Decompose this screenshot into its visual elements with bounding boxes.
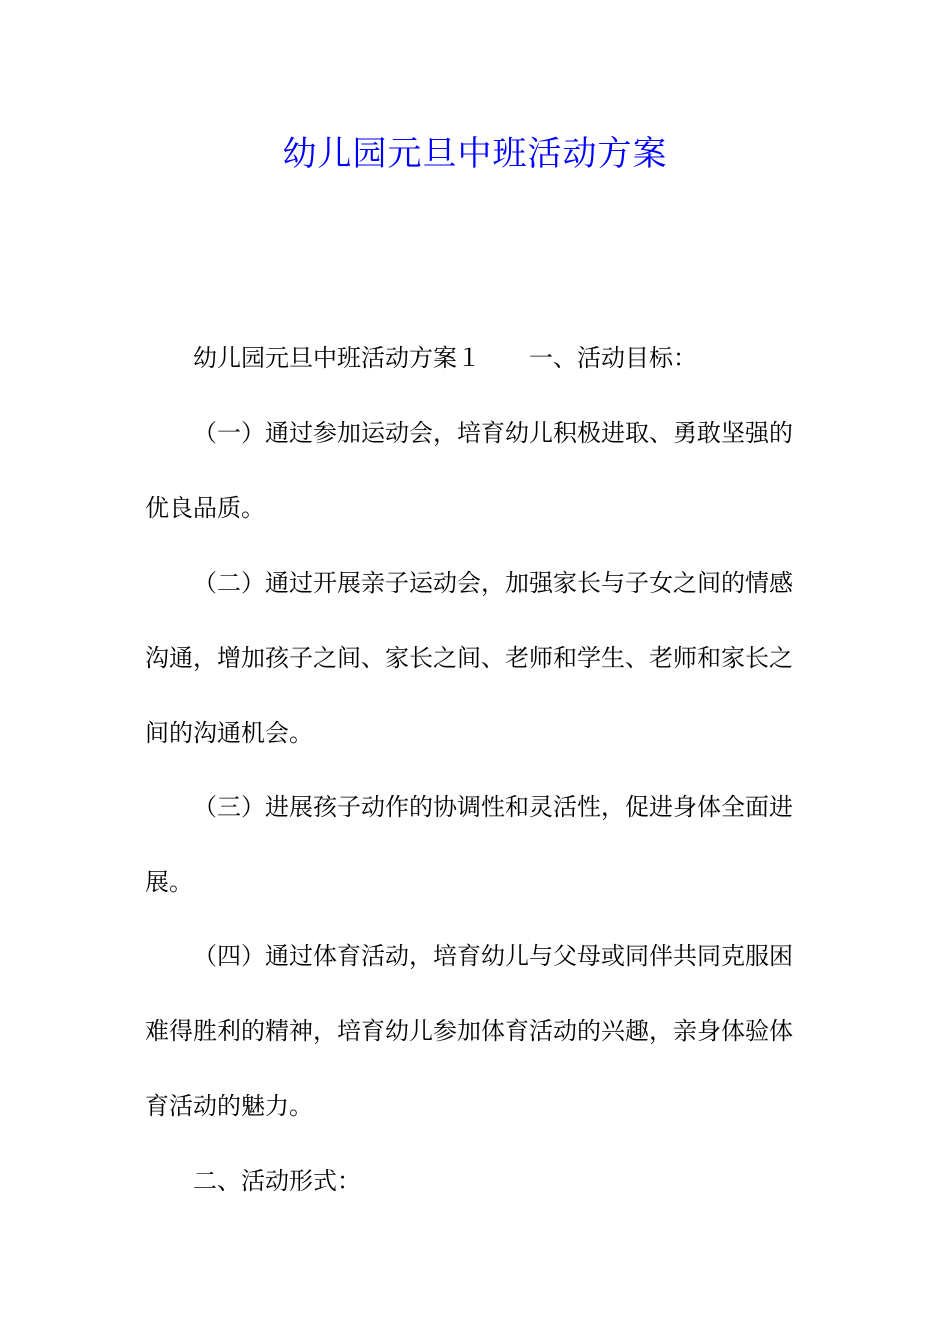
paragraph-line: 间的沟通机会。	[145, 719, 313, 747]
document-title: 幼儿园元旦中班活动方案	[282, 134, 668, 174]
paragraph-line: 展。	[145, 868, 193, 896]
section-heading-form: 二、活动形式：	[193, 1167, 361, 1195]
paragraph-line: 优良品质。	[145, 494, 265, 522]
paragraph-line: 育活动的魅力。	[145, 1092, 313, 1120]
section-heading-goals: 一、活动目标：	[529, 344, 697, 372]
paragraph-line: 难得胜利的精神，培育幼儿参加体育活动的兴趣，亲身体验体	[145, 1017, 793, 1045]
plan-subtitle: 幼儿园元旦中班活动方案１	[193, 344, 481, 372]
paragraph-line: 沟通，增加孩子之间、家长之间、老师和学生、老师和家长之	[145, 644, 793, 672]
paragraph-line: （一）通过参加运动会，培育幼儿积极进取、勇敢坚强的	[193, 419, 793, 447]
paragraph-line: （三）进展孩子动作的协调性和灵活性，促进身体全面进	[193, 793, 793, 821]
section-heading-line	[193, 338, 858, 378]
paragraph-line: （二）通过开展亲子运动会，加强家长与子女之间的情感	[193, 569, 793, 597]
paragraph-line: （四）通过体育活动，培育幼儿与父母或同伴共同克服困	[193, 942, 793, 970]
